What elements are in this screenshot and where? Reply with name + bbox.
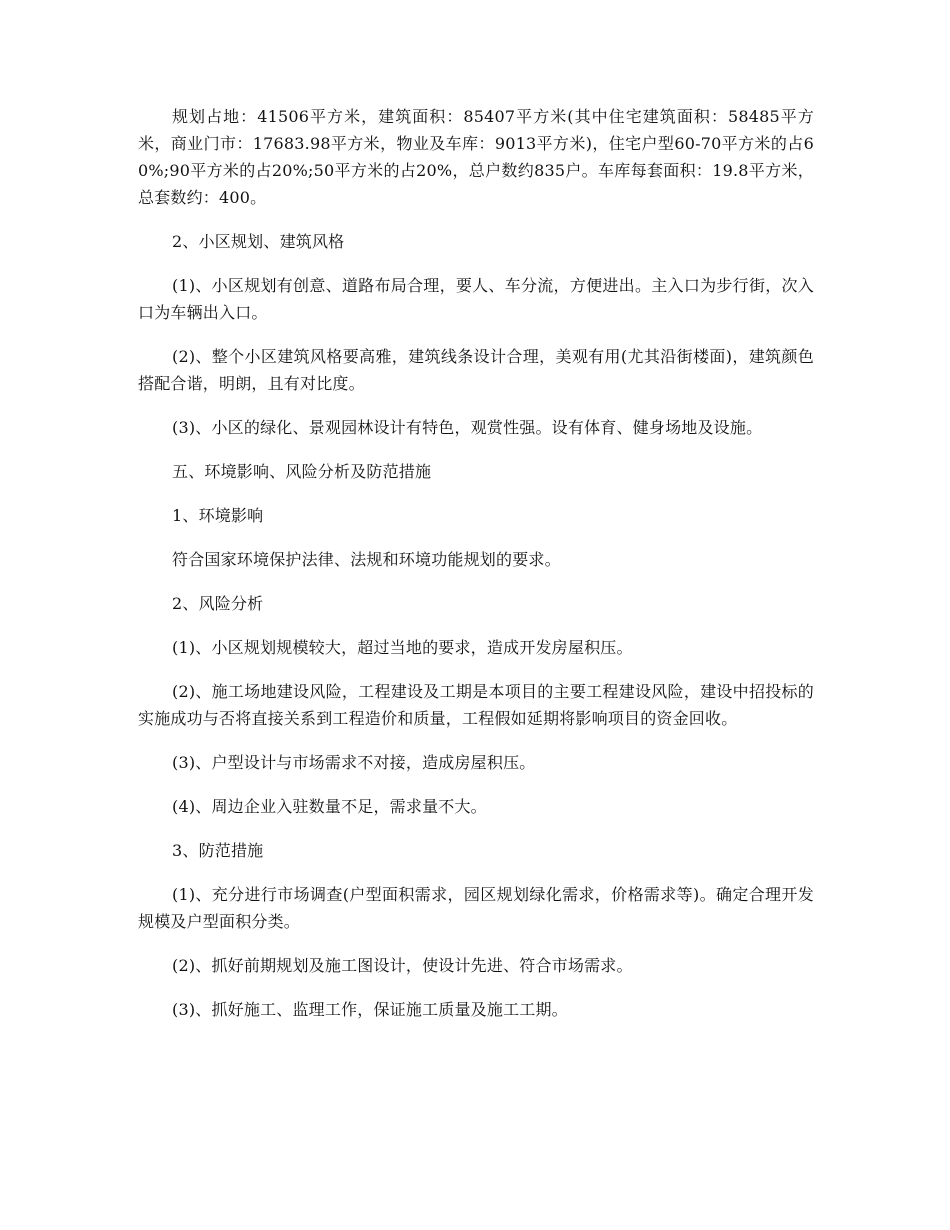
heading-measures: 3、防范措施 [172, 841, 264, 860]
paragraph-planning-1: (1)、小区规划有创意、道路布局合理，要人、车分流，方便进出。主入口为步行街，次入口为车辆出入口。 [138, 276, 814, 322]
heading-environment: 1、环境影响 [172, 506, 264, 525]
heading-planning-style: 2、小区规划、建筑风格 [172, 232, 345, 251]
paragraph-measure-1: (1)、充分进行市场调查(户型面积需求，园区规划绿化需求，价格需求等)。确定合理开发规模及户型面积分类。 [138, 885, 814, 931]
heading-section-five: 五、环境影响、风险分析及防范措施 [172, 462, 432, 481]
paragraph-risk-1: (1)、小区规划规模较大，超过当地的要求，造成开发房屋积压。 [172, 638, 633, 657]
paragraph-risk-4: (4)、周边企业入驻数量不足，需求量不大。 [172, 797, 487, 816]
document-page [138, 103, 814, 1040]
paragraph-measure-3: (3)、抓好施工、监理工作，保证施工质量及施工工期。 [172, 1000, 568, 1019]
paragraph-planning-2: (2)、整个小区建筑风格要高雅，建筑线条设计合理，美观有用(尤其沿街楼面)，建筑颜色搭配合谐，明朗，且有对比度。 [138, 347, 814, 393]
paragraph-risk-2: (2)、施工场地建设风险，工程建设及工期是本项目的主要工程建设风险，建设中招投标的实施成功与否将直接关系到工程造价和质量，工程假如延期将影响项目的资金回收。 [138, 682, 814, 728]
heading-risk-analysis: 2、风险分析 [172, 594, 264, 613]
paragraph-measure-2: (2)、抓好前期规划及施工图设计，使设计先进、符合市场需求。 [172, 956, 633, 975]
paragraph-site-area: 规划占地：41506平方米，建筑面积：85407平方米(其中住宅建筑面积：58485平方米，商业门市：17683.98平方米，物业及车库：9013平方米)，住宅户型60-70平方米的占60%;90平方米的占20%;50平方米的占20%，总户数约835户。车库每套面积：19.8平方米，总套数约：400。 [138, 107, 814, 207]
paragraph-planning-3: (3)、小区的绿化、景观园林设计有特色，观赏性强。设有体育、健身场地及设施。 [172, 418, 763, 437]
paragraph-risk-3: (3)、户型设计与市场需求不对接，造成房屋积压。 [172, 753, 536, 772]
paragraph-environment: 符合国家环境保护法律、法规和环境功能规划的要求。 [172, 550, 561, 569]
